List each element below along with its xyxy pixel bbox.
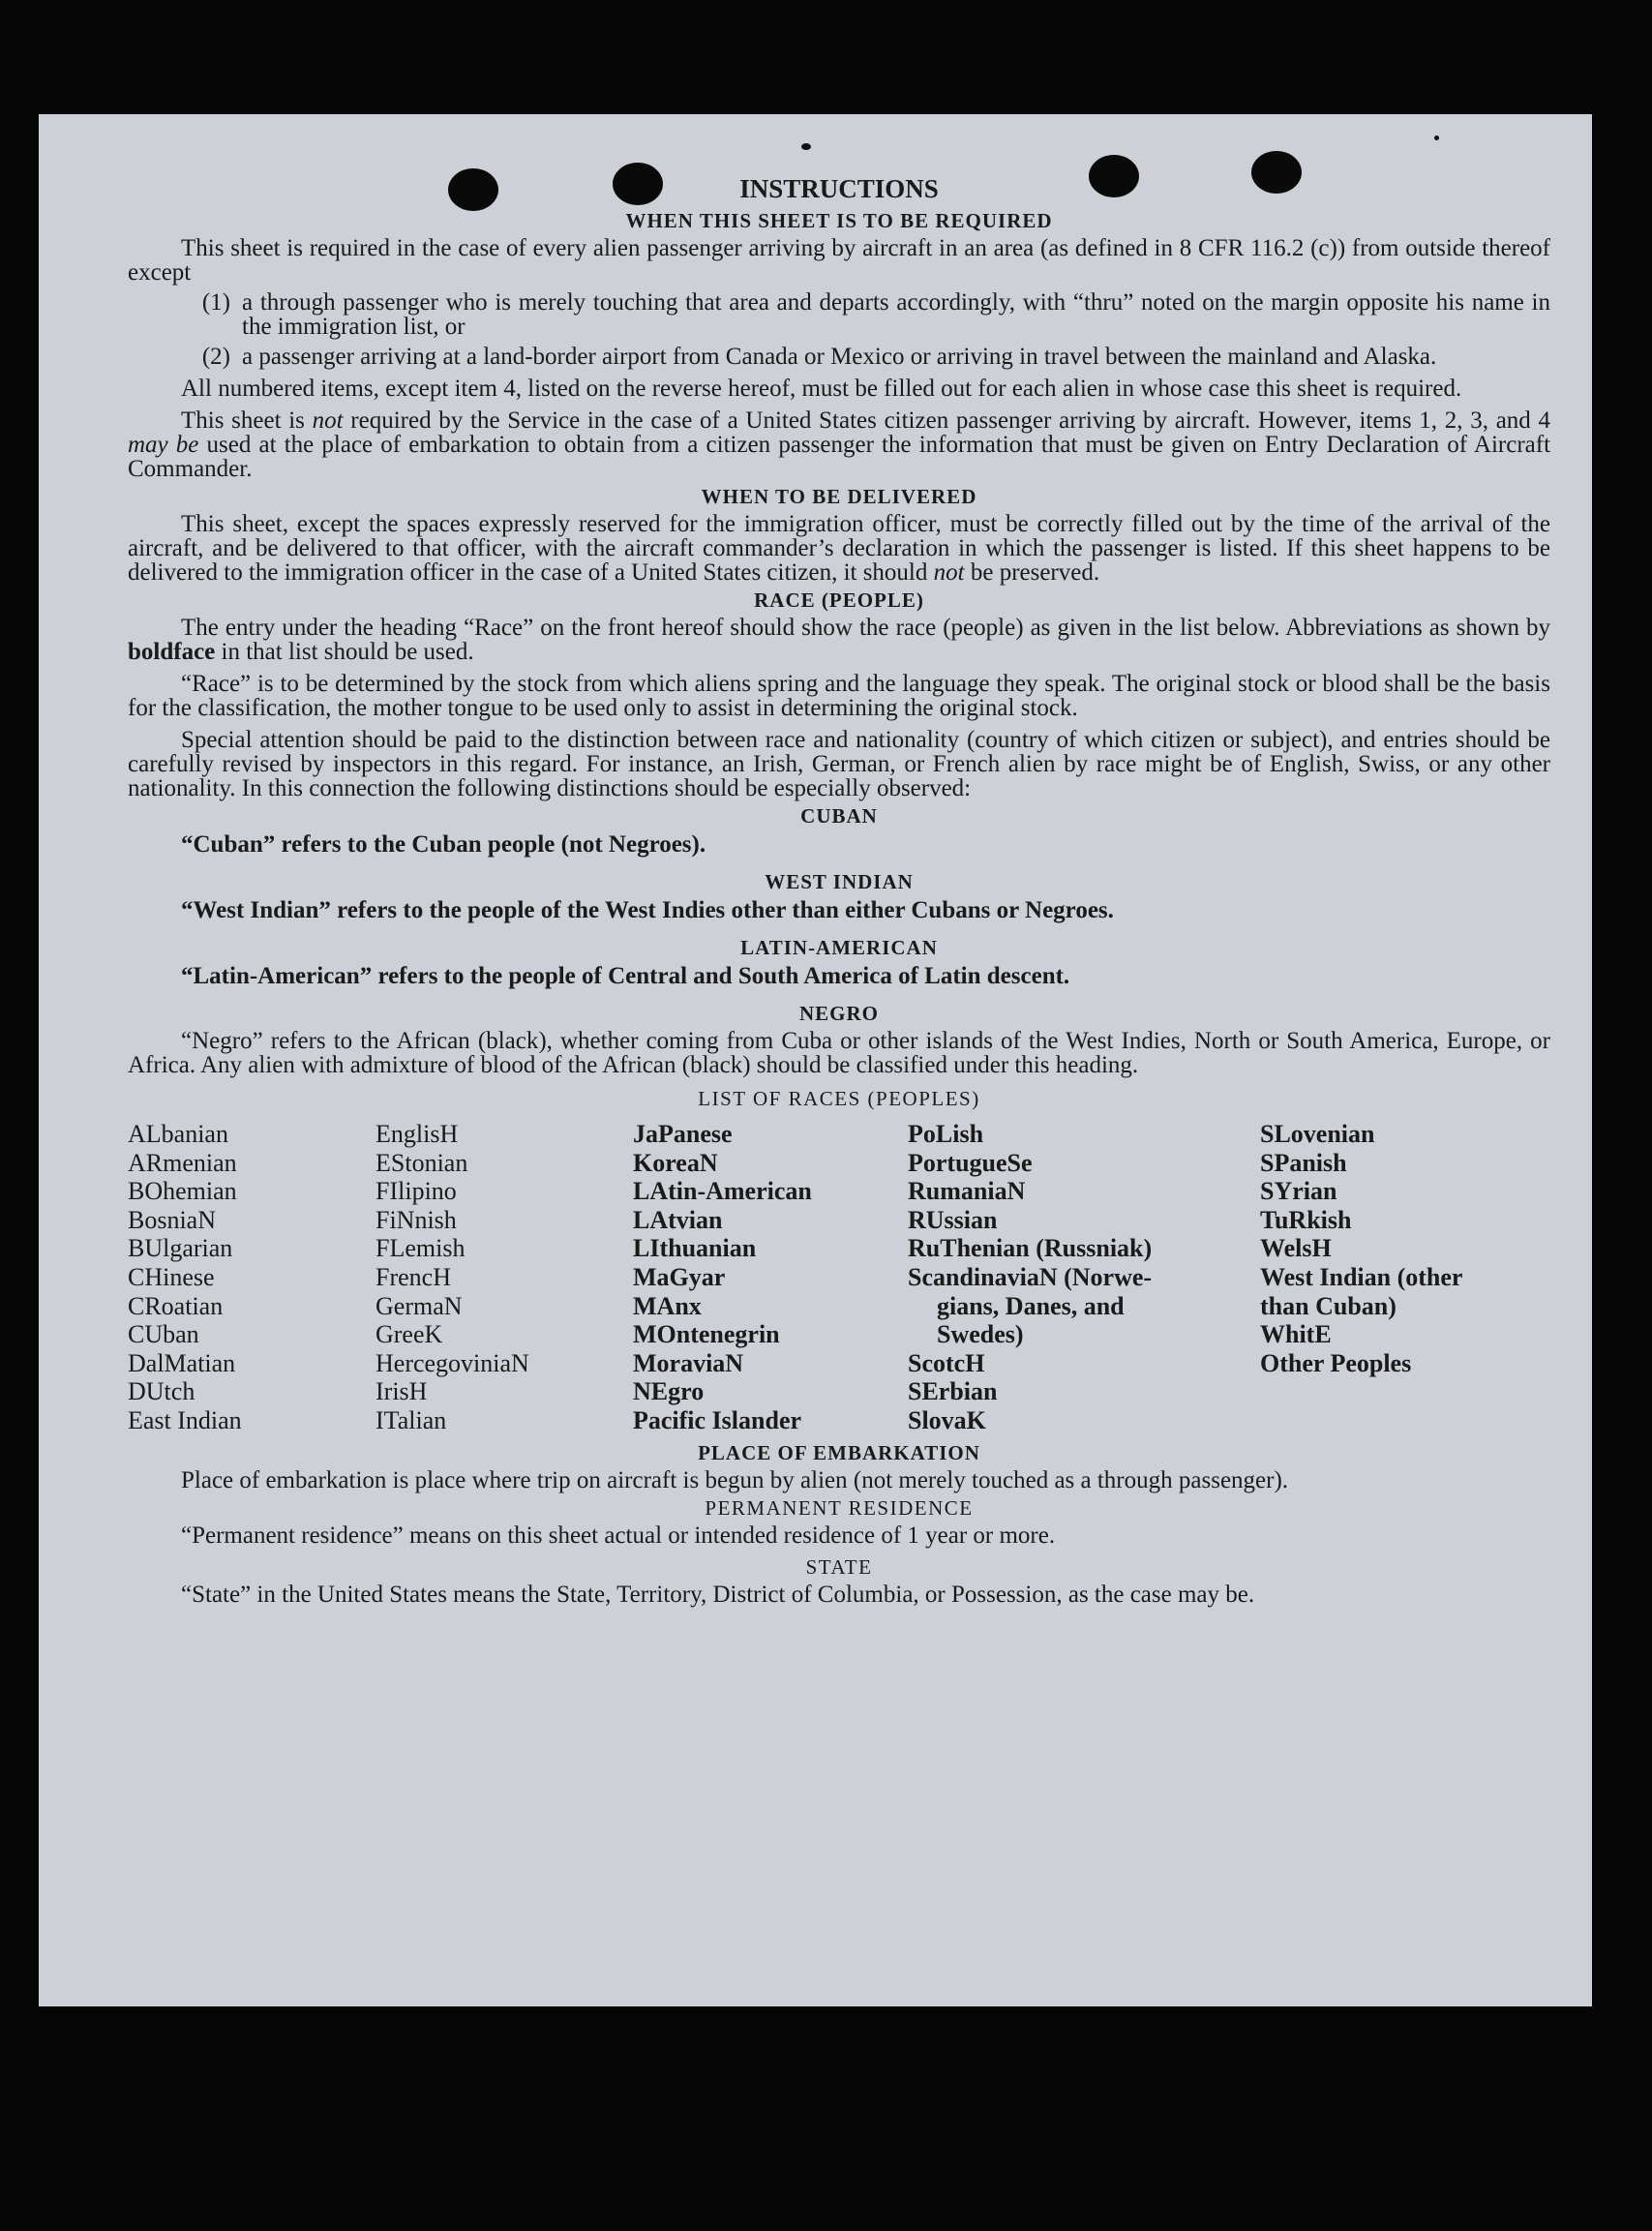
race-entry: ITalian [375,1405,447,1434]
race-entry: EStonian [375,1148,468,1177]
item-number: (2) [201,344,230,370]
race-entry: BosniaN [128,1205,216,1234]
race-entry: IrisH [375,1377,428,1406]
heading-permanent-residence: PERMANENT RESIDENCE [705,1495,974,1520]
race-entry: PoLish [908,1120,984,1148]
race-entry: LAtin-American [633,1177,812,1206]
race-entry: BOhemian [128,1177,237,1206]
race-entry: FiNnish [375,1205,457,1234]
para-required-intro: This sheet is required in the case of every alien passenger arriving by aircraft in an area (as defined in 8 CFR 116.2 (c)) from outside thereof except [128,235,1550,286]
heading-state: STATE [805,1554,873,1579]
race-entry: RuThenian (Russniak) [908,1234,1153,1263]
page-title: INSTRUCTIONS [739,174,939,203]
race-entry: RumaniaN [908,1177,1026,1206]
heading-negro: NEGRO [798,1002,879,1025]
races-column-2 [375,1120,633,1435]
race-entry: ARmenian [128,1148,237,1177]
race-entry: West Indian (other [1260,1262,1463,1291]
race-entry: HercegoviniaN [375,1348,529,1377]
race-entry: GermaN [375,1291,463,1320]
para-race-3: Special attention should be paid to the distinction between race and nationality (country of which citizen or subject), and entries should be carefully revised by inspectors in this regard. For instance, an Irish, German, or French alien by race might be of English, Swiss, or any other nationality. In this connection the following distinctions should be especially observed: [128,727,1550,801]
def-embarkation: Place of embarkation is place where trip on aircraft is begun by alien (not merely touched as a through passenger). [181,1466,1289,1493]
race-entry: CRoatian [128,1291,224,1320]
race-entry: FIlipino [375,1177,457,1206]
race-entry: TuRkish [1260,1205,1352,1234]
race-entry: MOntenegrin [633,1320,780,1349]
heading-latin-american: LATIN-AMERICAN [740,936,938,959]
speck [1434,136,1439,140]
race-entry: DalMatian [128,1348,236,1377]
para-race-2: “Race” is to be determined by the stock from which aliens spring and the language they speak. The original stock or blood shall be the basis for the classification, the mother tongue to be used only to assist in determining the original stock. [128,671,1550,721]
races-column-1 [128,1120,375,1435]
race-entry: KoreaN [633,1148,718,1177]
para-citizen: This sheet is not required by the Service in the case of a United States citizen passenger arriving by aircraft. However, items 1, 2, 3, and 4 may be used at the place of embarkation to obtain from a citizen passenger the information that must be given on Entry Declaration of Aircraft Commander. [128,407,1551,482]
race-entry: SlovaK [908,1405,986,1434]
item-text: a passenger arriving at a land-border airport from Canada or Mexico or arriving in travel between the mainland and Alaska. [242,344,1437,370]
race-entry: SYrian [1260,1177,1337,1206]
race-entry-cont: gians, Danes, and [937,1291,1125,1320]
races-column-4 [908,1120,1260,1435]
para-race-1: The entry under the heading “Race” on the front hereof should show the race (people) as given in the list below. Abbreviations as shown by boldface in that list should be used. [128,615,1550,665]
race-entry-cont: Swedes) [937,1320,1024,1349]
race-entry: BUlgarian [128,1234,233,1263]
race-entry: GreeK [375,1320,443,1349]
race-entry: ScotcH [908,1348,985,1377]
def-state: “State” in the United States means the State, Territory, District of Columbia, or Possession, as the case may be. [181,1581,1255,1608]
race-entry: ALbanian [128,1120,228,1148]
heading-west-indian: WEST INDIAN [765,870,914,893]
race-entry: Pacific Islander [633,1405,802,1434]
race-entry: CUban [128,1320,199,1349]
race-entry: MoraviaN [633,1348,744,1377]
race-entry: MAnx [633,1291,702,1320]
exception-item [128,290,1550,339]
race-entry: PortugueSe [908,1148,1033,1177]
item-number: (1) [201,289,230,316]
heading-list-of-races: LIST OF RACES (PEOPLES) [698,1087,980,1110]
heading-embarkation: PLACE OF EMBARKATION [698,1440,980,1464]
race-entry: SLovenian [1260,1120,1375,1148]
heading-cuban: CUBAN [800,804,878,828]
def-cuban: “Cuban” refers to the Cuban people (not Negroes). [181,831,706,858]
race-entry: LIthuanian [633,1234,757,1263]
race-entry: ScandinaviaN (Norwe- [908,1262,1153,1291]
race-entry: DUtch [128,1377,195,1406]
heading-race: RACE (PEOPLE) [754,588,924,612]
race-entry: Other Peoples [1260,1348,1412,1377]
heading-when-required: WHEN THIS SHEET IS TO BE REQUIRED [625,209,1053,232]
race-entry: NEgro [633,1377,705,1406]
races-column-5 [1260,1120,1550,1435]
race-entry-cont: than Cuban) [1260,1291,1397,1320]
race-entry: WelsH [1260,1234,1332,1263]
def-negro: “Negro” refers to the African (black), whether coming from Cuba or other islands of the West Indies, North or South America, Europe, or Africa. Any alien with admixture of blood of the African (black) should be classified under this heading. [128,1028,1550,1078]
exception-item [128,345,1550,369]
race-entry: FrencH [375,1262,451,1291]
race-entry: MaGyar [633,1262,726,1291]
race-entry: WhitE [1260,1320,1332,1349]
def-west-indian: “West Indian” refers to the people of the West Indies other than either Cubans or Negroes. [181,897,1114,923]
item-text: a through passenger who is merely touching that area and departs accordingly, with “thru” noted on the margin opposite his name in the immigration list, or [242,289,1550,340]
races-column-3 [633,1120,908,1435]
race-entry: FLemish [375,1234,466,1263]
def-permanent-residence: “Permanent residence” means on this sheet actual or intended residence of 1 year or more. [181,1522,1056,1549]
race-entry: SPanish [1260,1148,1347,1177]
instructions-content [128,172,1550,1607]
race-entry: East Indian [128,1405,242,1434]
race-entry: RUssian [908,1205,998,1234]
race-entry: SErbian [908,1377,998,1406]
def-latin-american: “Latin-American” refers to the people of Central and South America of Latin descent. [181,963,1070,989]
races-list [128,1120,1550,1435]
race-entry: LAtvian [633,1205,723,1234]
race-entry: EnglisH [375,1120,459,1148]
para-delivered: This sheet, except the spaces expressly reserved for the immigration officer, must be correctly filled out by the time of the arrival of the aircraft, and be delivered to that officer, with the aircraft commander’s declaration in which the passenger is listed. If this sheet happens to be delivered to the immigration officer in the case of a United States citizen, it should not be preserved. [128,511,1550,586]
para-numbered-items: All numbered items, except item 4, listed on the reverse hereof, must be filled out for each alien in whose case this sheet is required. [181,376,1462,402]
document-sheet [39,114,1592,2006]
race-entry: JaPanese [633,1120,733,1148]
speck [801,143,811,150]
race-entry: CHinese [128,1262,215,1291]
heading-when-delivered: WHEN TO BE DELIVERED [701,485,977,508]
